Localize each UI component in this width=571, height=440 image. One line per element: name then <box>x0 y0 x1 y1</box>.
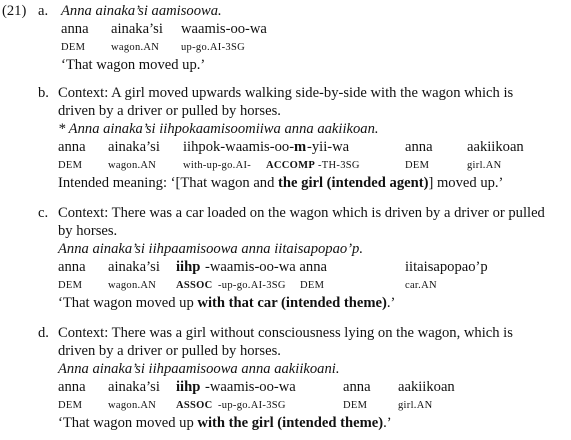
item-d-gloss: DEM <box>58 400 83 411</box>
item-d-label: d. <box>38 325 49 341</box>
item-d-gloss-bold: ASSOC <box>176 400 213 411</box>
item-c-gloss: -up-go.AI-3SG <box>218 280 286 291</box>
item-a-word: ainaka’si <box>111 21 163 37</box>
item-b-label: b. <box>38 85 49 101</box>
item-b-gloss-bold: ACCOMP <box>266 160 316 171</box>
item-c-word-bold: iihp <box>176 259 201 275</box>
item-b-gloss: wagon.AN <box>108 160 157 171</box>
item-d-translation-post: .’ <box>383 415 392 431</box>
item-b-word: aakiikoan <box>467 139 524 155</box>
item-b-word: iihpok-waamis-oo- <box>183 139 295 155</box>
item-c-label: c. <box>38 205 49 221</box>
item-a-sentence: Anna ainaka’si aamisoowa. <box>61 3 222 19</box>
item-a-translation: ‘That wagon moved up.’ <box>61 57 206 73</box>
item-b-word: anna <box>58 139 86 155</box>
item-b-translation <box>58 174 503 192</box>
item-c-word: -waamis-oo-wa anna <box>205 259 327 275</box>
item-a-gloss: DEM <box>61 42 86 53</box>
item-b-gloss: with-up-go.AI- <box>183 160 252 171</box>
item-d-context-line2: driven by a driver or pulled by horses. <box>58 343 281 359</box>
item-c-word: iitaisapopao’p <box>405 259 488 275</box>
item-c-word: ainaka’si <box>108 259 160 275</box>
item-d-word-bold: iihp <box>176 379 201 395</box>
item-c-gloss: DEM <box>58 280 83 291</box>
item-d-translation <box>58 414 392 432</box>
item-b-context-line1: Context: A girl moved upwards walking side-by-side with the wagon which is <box>58 85 514 101</box>
item-c-translation-post: .’ <box>386 295 396 311</box>
example-number: (21) <box>2 3 27 19</box>
item-d-gloss: girl.AN <box>398 400 433 411</box>
item-d-translation-bold: with the girl (intended theme) <box>197 415 384 431</box>
item-d-sentence: Anna ainaka’si iihpaamisoowa anna aakiikoani. <box>58 361 340 377</box>
item-d-word: anna <box>58 379 86 395</box>
item-c-context-line2: by horses. <box>58 223 118 239</box>
item-c-sentence: Anna ainaka’si iihpaamisoowa anna iitaisapopao’p. <box>58 241 363 257</box>
item-d-translation-pre: ‘That wagon moved up <box>58 415 198 431</box>
item-a-label: a. <box>38 3 49 19</box>
item-b-gloss: -TH-3SG <box>318 160 360 171</box>
item-a-word: anna <box>61 21 89 37</box>
item-d-gloss: -up-go.AI-3SG <box>218 400 286 411</box>
item-c-translation-pre: ‘That wagon moved up <box>58 295 198 311</box>
item-b-word: ainaka’si <box>108 139 160 155</box>
item-b-translation-pre: Intended meaning: ‘[That wagon and <box>58 175 279 191</box>
item-c-translation <box>58 294 395 312</box>
item-a-word: waamis-oo-wa <box>181 21 267 37</box>
item-d-word: -waamis-oo-wa <box>205 379 296 395</box>
item-c-gloss: wagon.AN <box>108 280 157 291</box>
item-b-word-bold: m <box>294 139 307 155</box>
item-b-context-line2: driven by a driver or pulled by horses. <box>58 103 281 119</box>
item-b-gloss: DEM <box>405 160 430 171</box>
item-d-word: aakiikoan <box>398 379 455 395</box>
item-d-word: ainaka’si <box>108 379 160 395</box>
item-c-gloss: DEM <box>300 280 325 291</box>
item-d-context-line1: Context: There was a girl without consciousness lying on the wagon, which is <box>58 325 513 341</box>
item-c-context-line1: Context: There was a car loaded on the wagon which is driven by a driver or pulled <box>58 205 545 221</box>
item-d-gloss: DEM <box>343 400 368 411</box>
item-a-gloss: wagon.AN <box>111 42 160 53</box>
item-c-word: anna <box>58 259 86 275</box>
item-b-gloss: DEM <box>58 160 83 171</box>
item-d-gloss: wagon.AN <box>108 400 157 411</box>
item-a-gloss: up-go.AI-3SG <box>181 42 245 53</box>
item-d-word: anna <box>343 379 371 395</box>
item-c-translation-bold: with that car (intended theme) <box>197 295 387 311</box>
item-b-word: -yii-wa <box>307 139 350 155</box>
item-b-word: anna <box>405 139 433 155</box>
item-b-gloss: girl.AN <box>467 160 502 171</box>
item-c-gloss: car.AN <box>405 280 437 291</box>
item-b-translation-post: ] moved up.’ <box>428 175 504 191</box>
item-b-sentence: * Anna ainaka’si iihpokaamisoomiiwa anna aakiikoan. <box>58 121 379 137</box>
item-c-gloss-bold: ASSOC <box>176 280 213 291</box>
item-b-translation-bold: the girl (intended agent) <box>278 175 429 191</box>
